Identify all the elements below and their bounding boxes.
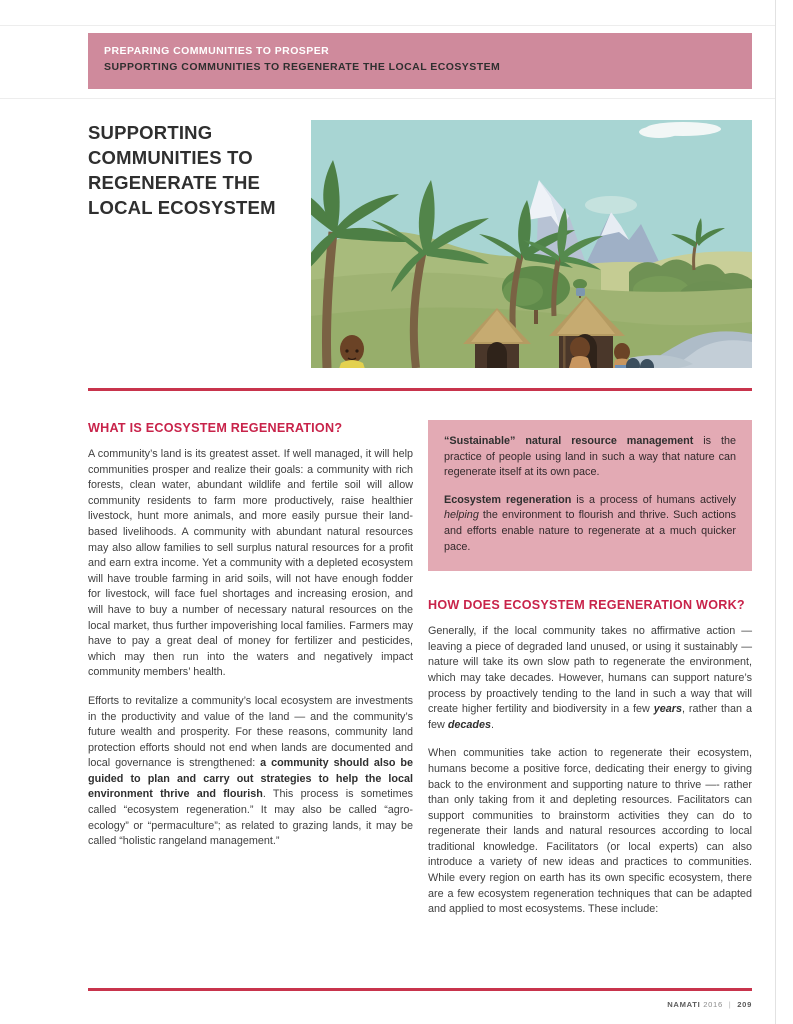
hero-illustration — [311, 120, 752, 368]
page-guide-line-top — [0, 25, 775, 26]
divider-rule-bottom — [88, 988, 752, 991]
right-paragraph-1-italic-years: years — [653, 703, 683, 716]
footer-year: 2016 — [703, 1000, 723, 1009]
callout-paragraph-1 — [444, 434, 736, 481]
left-paragraph-2 — [88, 694, 413, 850]
page-footer — [667, 1000, 752, 1009]
banner-chapter-label: SUPPORTING COMMUNITIES TO REGENERATE THE LOCAL ECOSYSTEM — [104, 61, 501, 73]
left-column-heading: WHAT IS ECOSYSTEM REGENERATION? — [88, 421, 343, 435]
right-paragraph-1-tail: . — [491, 718, 495, 731]
footer-page-number: 209 — [737, 1000, 752, 1009]
divider-rule-top — [88, 388, 752, 391]
callout-term-regeneration: Ecosystem regeneration — [444, 493, 572, 506]
left-column — [88, 420, 413, 850]
banner-section-label: PREPARING COMMUNITIES TO PROSPER — [104, 45, 330, 57]
left-paragraph-1: A community’s land is its greatest asset. If well managed, it will help communities prosper and realize their goals: a community with rich forests, clean water, abundant wildlife and fertile soil will allow community residents to farm more productively, raise healthier livestock, hunt more animals, and more easily pursue their land-based livelihoods. A community with abundant natural resources may also allow families to sell surplus natural resources for a profit and earn extra income. Yet a community with a depleted ecosystem will have trouble farming in arid soils, will not have enough fodder for livestock, will face fuel shortages and increasing erosion, and will have to buy a number of necessary natural resources on the local market, thus further impoverishing local families. Farmers may have to pay a great deal of money for fertilizer and pesticides, which may then run into the waters and negatively impact community members’ health. — [88, 448, 413, 679]
footer-publisher: NAMATI — [667, 1000, 701, 1009]
callout-regeneration-italic: helping — [444, 509, 479, 522]
page-title: SUPPORTING COMMUNITIES TO REGENERATE THE LOCAL ECOSYSTEM — [88, 122, 276, 218]
right-column-heading: HOW DOES ECOSYSTEM REGENERATION WORK? — [428, 598, 745, 613]
callout-term-sustainable: “Sustainable” natural resource management — [444, 435, 694, 447]
callout-regeneration-lead: is a process of humans actively — [571, 493, 736, 506]
left-paragraph-2-emphasis: a community should also be guided to plan and carry out strategies to help the local environment thrive and flourish — [88, 757, 413, 801]
right-paragraph-1-mid: , rather than a few — [428, 703, 752, 731]
page-guide-line-under-banner — [0, 98, 775, 99]
left-paragraph-2-lead: Efforts to revitalize a community’s local ecosystem are investments in the productivity and value of the land — and the community’s future wealth and prosperity. For these reasons, community land protection efforts should not end when lands are documented and local governance is strengthened: — [88, 694, 413, 770]
left-paragraph-2-tail: . This process is sometimes called “ecosystem regeneration.” It may also be called “agro-ecology” or “permaculture”; as related to grazing lands, it may be called “holistic rangeland management.” — [88, 788, 413, 848]
footer-separator: | — [728, 1000, 732, 1009]
right-paragraph-2: When communities take action to regenerate their ecosystem, humans become a positive force, dedicating their energy to giving back to the environment and supporting nature to thrive —- rather than only taking from it and depleting resources. Facilitators can support communities to brainstorm activities they can do to regenerate their lands and natural resources according to local traditional knowledge. Facilitators (or local experts) can also introduce a variety of new ideas and practices to communities. While every region on earth has its own specific ecosystem, there are a few ecosystem regeneration techniques that can be adapted and applied to most ecosystems. These include: — [428, 747, 752, 916]
village-scene-illustration — [311, 120, 752, 368]
callout-paragraph-2 — [444, 493, 736, 555]
right-paragraph-1-italic-decades: decades — [447, 718, 492, 731]
right-paragraph-1 — [428, 624, 752, 733]
page-edge-line — [775, 0, 776, 1024]
right-column — [428, 420, 752, 918]
right-paragraph-1-lead: Generally, if the local community takes no affirmative action — leaving a piece of degraded land unused, or using it sustainably — nature will take its own slow path to regenerate the environment, which may take decades. However, humans can support nature’s process by proactively tending to the land in such a way that will create higher fertility and biodiversity in a few — [428, 625, 752, 716]
running-header-banner — [88, 33, 752, 89]
callout-regeneration-tail: the environment to flourish and thrive. Such actions and efforts enable nature to regenerate at a much quicker pace. — [444, 509, 736, 553]
callout-term-sustainable-definition: is the practice of people using land in such a way that nature can regenerate itself at its own pace. — [444, 435, 736, 479]
definitions-callout — [428, 420, 752, 571]
